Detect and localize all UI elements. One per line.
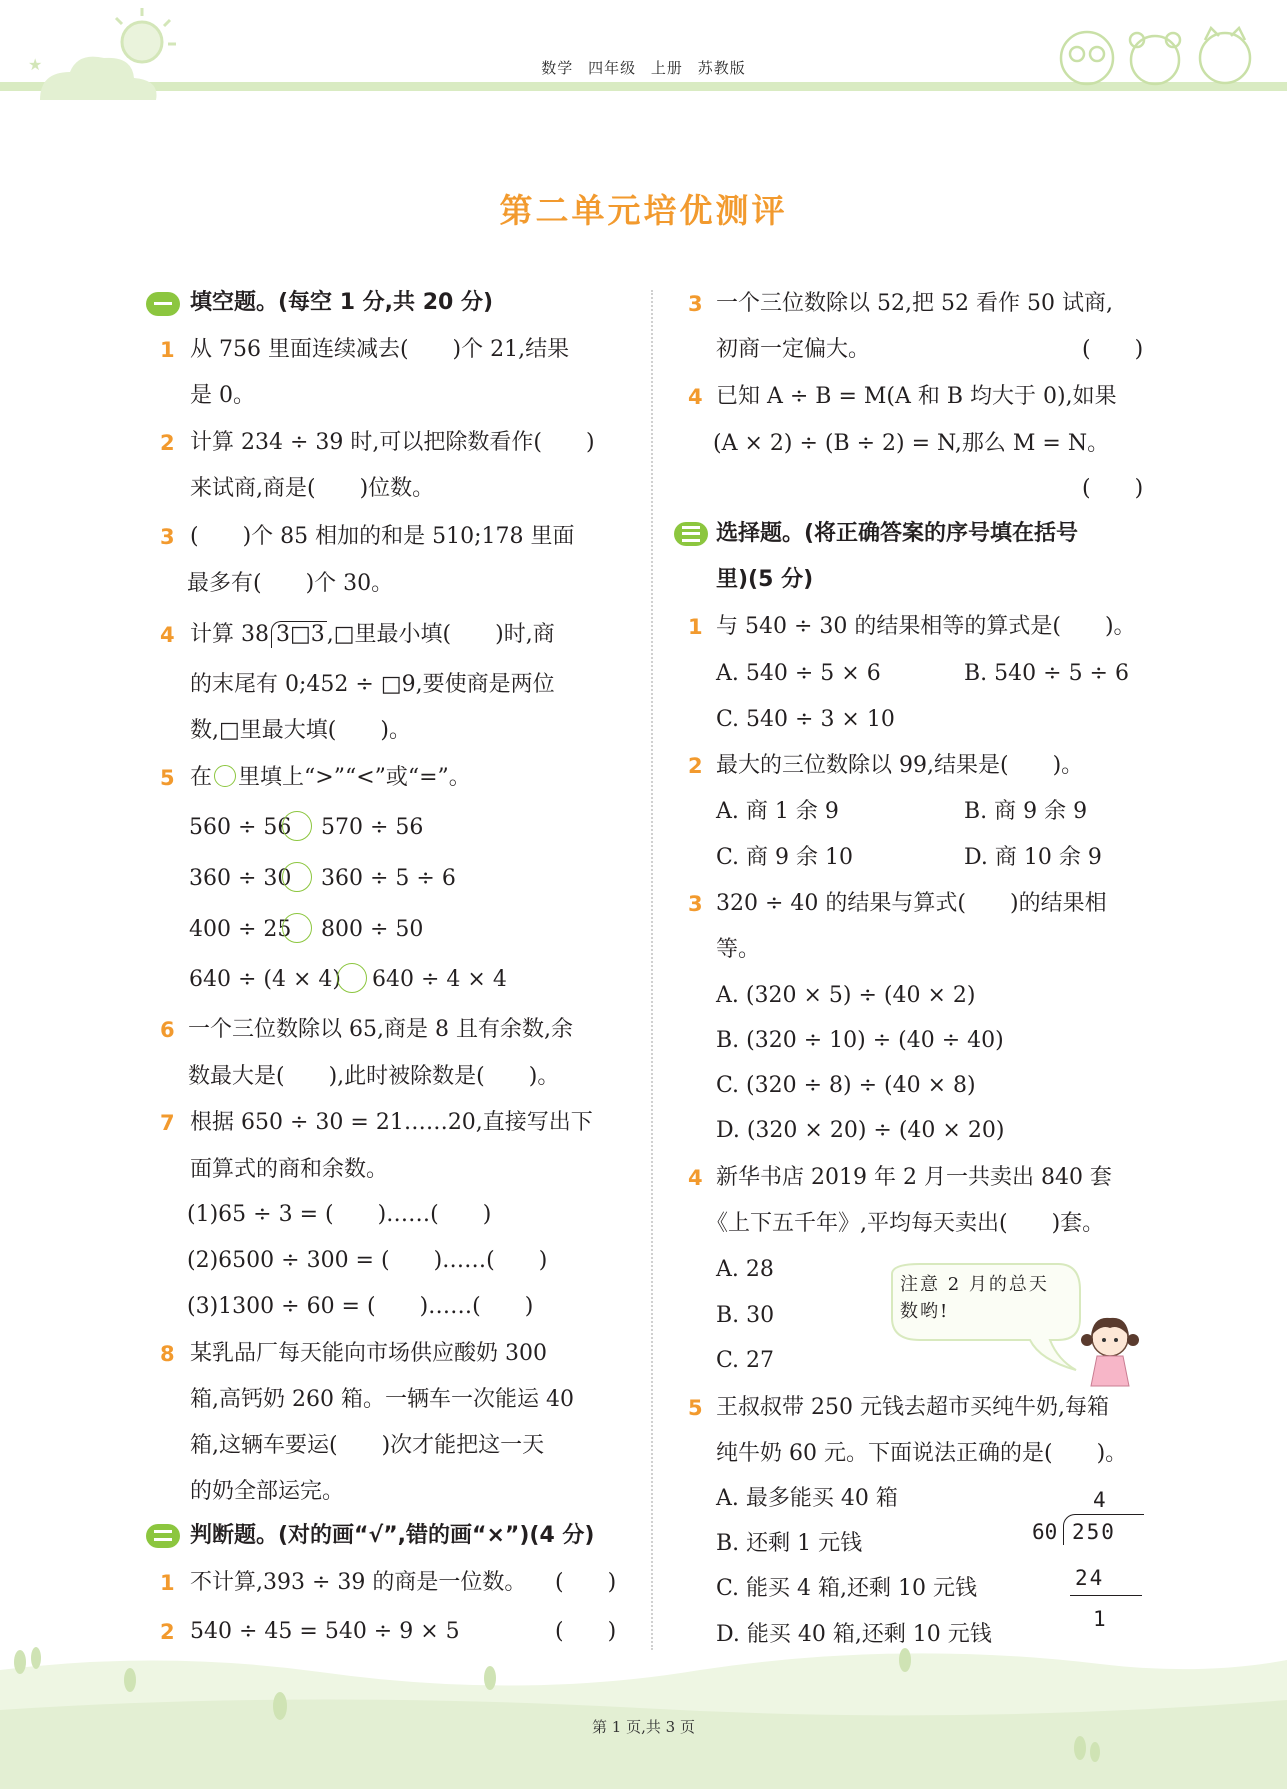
question-number: 3 bbox=[688, 892, 703, 916]
question-number: 4 bbox=[160, 623, 175, 647]
sub-question: (1)65 ÷ 3 = ( )……( ) bbox=[187, 1202, 492, 1227]
option-d: D. 商 10 余 9 bbox=[964, 845, 1102, 870]
division-line bbox=[1070, 1595, 1142, 1596]
option-a: A. 最多能买 40 箱 bbox=[716, 1486, 898, 1511]
question-number: 2 bbox=[160, 431, 175, 455]
question-text: 是 0。 bbox=[190, 383, 255, 408]
division-product: 24 bbox=[1075, 1566, 1105, 1590]
question-text: 数,□里最大填( )。 bbox=[190, 718, 411, 743]
question-number: 5 bbox=[688, 1396, 703, 1420]
question-text: 320 ÷ 40 的结果与算式( )的结果相 bbox=[716, 891, 1107, 916]
question-number: 5 bbox=[160, 766, 175, 790]
comparison-right: 570 ÷ 56 bbox=[321, 815, 424, 840]
question-text: 的奶全部运完。 bbox=[190, 1479, 345, 1504]
option-b: B. (320 ÷ 10) ÷ (40 ÷ 40) bbox=[716, 1028, 1004, 1053]
question-text: 的末尾有 0;452 ÷ □9,要使商是两位 bbox=[190, 672, 555, 697]
section-2-title: 判断题。(对的画“√”,错的画“×”)(4 分) bbox=[190, 1523, 595, 1548]
question-text: 不计算,393 ÷ 39 的商是一位数。 bbox=[190, 1570, 527, 1595]
question-text: 最多有( )个 30。 bbox=[187, 571, 394, 596]
question-text: 初商一定偏大。 bbox=[716, 337, 871, 362]
section-3-badge bbox=[674, 522, 708, 546]
sub-question: (2)6500 ÷ 300 = ( )……( ) bbox=[187, 1248, 548, 1273]
question-number: 4 bbox=[688, 1166, 703, 1190]
svg-text:★: ★ bbox=[28, 55, 43, 74]
option-d: D. 能买 40 箱,还剩 10 元钱 bbox=[716, 1622, 992, 1647]
option-c: C. 540 ÷ 3 × 10 bbox=[716, 707, 895, 732]
text-part: 里填上“>”“<”或“=”。 bbox=[238, 765, 471, 790]
question-text: (A × 2) ÷ (B ÷ 2) = N,那么 M = N。 bbox=[713, 431, 1110, 456]
question-number: 4 bbox=[688, 385, 703, 409]
question-text: 540 ÷ 45 = 540 ÷ 9 × 5 bbox=[190, 1619, 460, 1644]
question-number: 6 bbox=[160, 1018, 175, 1042]
option-c: C. 27 bbox=[716, 1348, 775, 1373]
comparison-right: 640 ÷ 4 × 4 bbox=[372, 967, 507, 992]
comparison-right: 800 ÷ 50 bbox=[321, 917, 424, 942]
answer-bracket[interactable]: ( ) bbox=[1082, 476, 1144, 501]
option-c: C. 能买 4 箱,还剩 10 元钱 bbox=[716, 1576, 977, 1601]
text-part: 在 bbox=[190, 765, 213, 790]
question-text: 根据 650 ÷ 30 = 21……20,直接写出下 bbox=[190, 1110, 593, 1135]
text-part: ,□里最小填( )时,商 bbox=[326, 622, 555, 647]
text-part: 计算 38 bbox=[190, 622, 269, 647]
question-text: 王叔叔带 250 元钱去超市买纯牛奶,每箱 bbox=[716, 1395, 1109, 1420]
section-1-badge bbox=[146, 292, 180, 316]
answer-bracket[interactable]: ( ) bbox=[555, 1570, 617, 1595]
answer-circle[interactable] bbox=[282, 862, 312, 892]
page-footer: 第 1 页,共 3 页 bbox=[592, 1718, 695, 1736]
answer-bracket[interactable]: ( ) bbox=[1082, 337, 1144, 362]
question-text: 纯牛奶 60 元。下面说法正确的是( )。 bbox=[716, 1441, 1128, 1466]
question-number: 7 bbox=[160, 1111, 175, 1135]
question-text bbox=[190, 763, 471, 793]
comparison-right: 360 ÷ 5 ÷ 6 bbox=[321, 866, 456, 891]
option-a: A. 28 bbox=[716, 1257, 774, 1282]
girl-illustration bbox=[1075, 1310, 1145, 1390]
answer-bracket[interactable]: ( ) bbox=[555, 1619, 617, 1644]
question-number: 1 bbox=[160, 338, 175, 362]
question-text: 来试商,商是( )位数。 bbox=[190, 476, 435, 501]
footer-landscape bbox=[0, 1630, 1287, 1789]
page-title: 第二单元培优测评 bbox=[499, 191, 788, 230]
question-text bbox=[190, 620, 555, 650]
question-text: 箱,这辆车要运( )次才能把这一天 bbox=[190, 1433, 545, 1458]
sub-question: (3)1300 ÷ 60 = ( )……( ) bbox=[187, 1294, 534, 1319]
division-dividend: 250 bbox=[1072, 1520, 1116, 1544]
question-text: 一个三位数除以 65,商是 8 且有余数,余 bbox=[188, 1017, 573, 1042]
answer-circle[interactable] bbox=[282, 811, 312, 841]
question-text: 等。 bbox=[716, 937, 761, 962]
option-b: B. 30 bbox=[716, 1303, 775, 1328]
speech-bubble-text: 数哟! bbox=[900, 1301, 950, 1322]
question-number: 2 bbox=[688, 754, 703, 778]
question-number: 3 bbox=[160, 525, 175, 549]
section-3-title: 选择题。(将正确答案的序号填在括号 bbox=[716, 521, 1079, 546]
comparison-left: 560 ÷ 56 bbox=[189, 815, 292, 840]
question-text: 一个三位数除以 52,把 52 看作 50 试商, bbox=[716, 291, 1113, 316]
animal-faces-decoration bbox=[1055, 20, 1275, 90]
section-1-title: 填空题。(每空 1 分,共 20 分) bbox=[190, 290, 494, 315]
option-b: B. 还剩 1 元钱 bbox=[716, 1531, 863, 1556]
question-text: 计算 234 ÷ 39 时,可以把除数看作( ) bbox=[190, 430, 595, 455]
question-number: 2 bbox=[160, 1620, 175, 1644]
question-text: 《上下五千年》,平均每天卖出( )套。 bbox=[706, 1211, 1105, 1236]
question-number: 1 bbox=[160, 1571, 175, 1595]
option-a: A. (320 × 5) ÷ (40 × 2) bbox=[716, 983, 976, 1008]
long-division-sign: 3□3 bbox=[271, 621, 327, 648]
speech-bubble-text: 注意 2 月的总天 bbox=[900, 1274, 1049, 1295]
question-text: 从 756 里面连续减去( )个 21,结果 bbox=[190, 337, 570, 362]
division-quotient: 4 bbox=[1093, 1488, 1106, 1512]
option-c: C. 商 9 余 10 bbox=[716, 845, 854, 870]
question-text: ( )个 85 相加的和是 510;178 里面 bbox=[190, 524, 575, 549]
question-text: 箱,高钙奶 260 箱。一辆车一次能运 40 bbox=[190, 1387, 574, 1412]
question-text: 面算式的商和余数。 bbox=[190, 1157, 389, 1182]
question-text: 数最大是( ),此时被除数是( )。 bbox=[188, 1064, 560, 1089]
answer-circle bbox=[214, 765, 236, 787]
question-text: 已知 A ÷ B = M(A 和 B 均大于 0),如果 bbox=[716, 384, 1117, 409]
comparison-left: 640 ÷ (4 × 4) bbox=[189, 967, 341, 992]
section-2-badge bbox=[146, 1524, 180, 1548]
option-b: B. 商 9 余 9 bbox=[964, 799, 1088, 824]
division-divisor: 60 bbox=[1032, 1520, 1058, 1544]
section-3-title: 里)(5 分) bbox=[716, 567, 814, 592]
question-number: 3 bbox=[688, 292, 703, 316]
option-d: D. (320 × 20) ÷ (40 × 20) bbox=[716, 1118, 1005, 1143]
question-text: 最大的三位数除以 99,结果是( )。 bbox=[716, 753, 1084, 778]
option-a: A. 540 ÷ 5 × 6 bbox=[716, 661, 881, 686]
comparison-left: 400 ÷ 25 bbox=[189, 917, 292, 942]
option-c: C. (320 ÷ 8) ÷ (40 × 8) bbox=[716, 1073, 976, 1098]
comparison-left: 360 ÷ 30 bbox=[189, 866, 292, 891]
column-divider bbox=[651, 290, 653, 1650]
question-text: 某乳品厂每天能向市场供应酸奶 300 bbox=[190, 1341, 547, 1366]
question-number: 8 bbox=[160, 1342, 175, 1366]
answer-circle[interactable] bbox=[282, 913, 312, 943]
option-b: B. 540 ÷ 5 ÷ 6 bbox=[964, 661, 1129, 686]
division-remainder: 1 bbox=[1093, 1607, 1106, 1631]
option-a: A. 商 1 余 9 bbox=[716, 799, 839, 824]
answer-circle[interactable] bbox=[337, 963, 367, 993]
question-text: 与 540 ÷ 30 的结果相等的算式是( )。 bbox=[716, 614, 1136, 639]
question-text: 新华书店 2019 年 2 月一共卖出 840 套 bbox=[716, 1165, 1112, 1190]
question-number: 1 bbox=[688, 615, 703, 639]
header-text: 数学 四年级 上册 苏教版 bbox=[541, 59, 746, 77]
